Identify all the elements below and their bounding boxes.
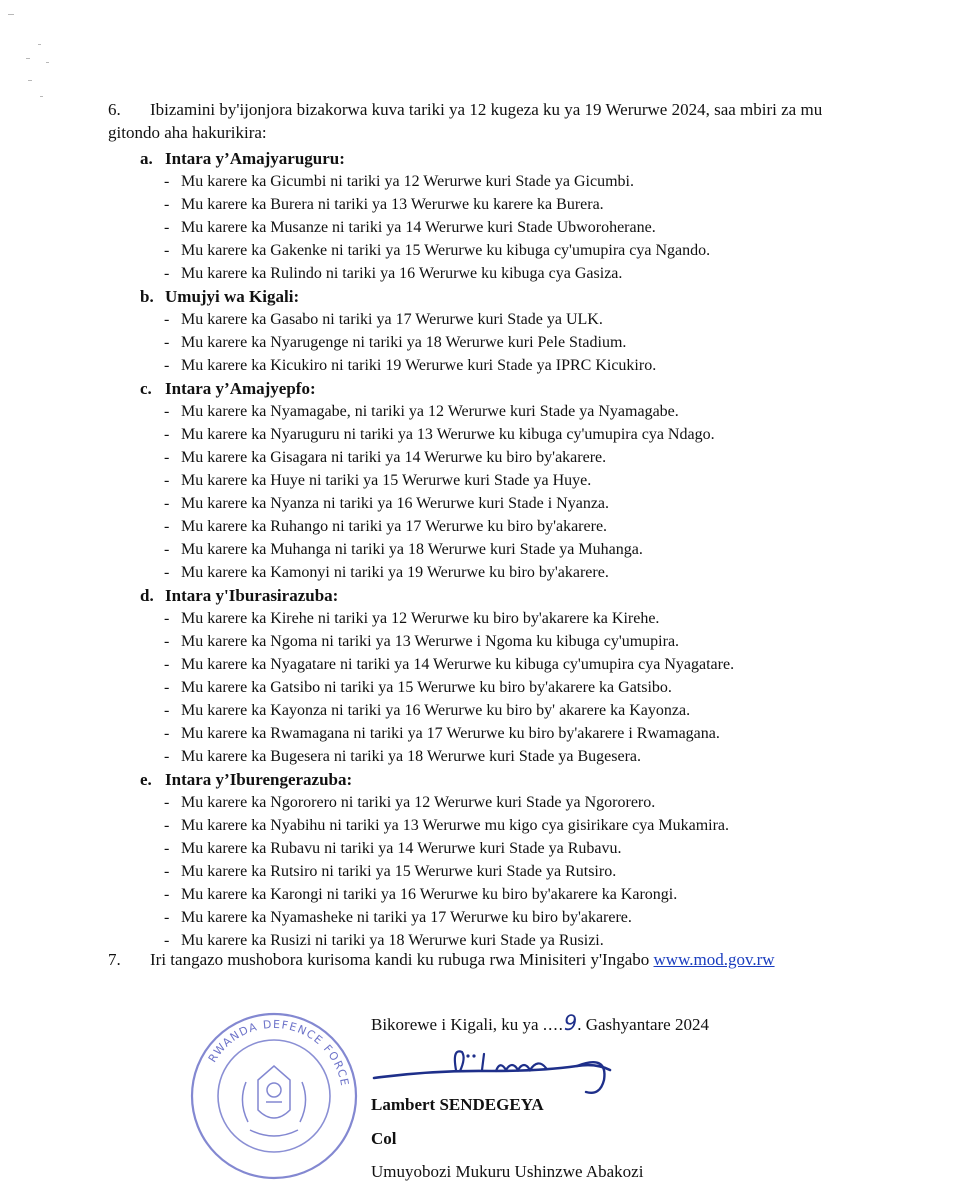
scan-speck [40,96,43,97]
schedule-item [140,515,880,538]
stamp-text: RWANDA DEFENCE FORCE [205,1017,352,1088]
section-letter: d. [140,586,154,605]
scan-speck [26,58,30,59]
schedule-item-text: Mu karere ka Burera ni tariki ya 13 Werurwe ku karere ka Burera. [181,196,604,213]
schedule-item-text: Mu karere ka Gakenke ni tariki ya 15 Werurwe ku kibuga cy'umupira cya Ngando. [181,242,711,259]
section-heading [140,768,880,791]
schedule-item [140,699,880,722]
schedule-item [140,400,880,423]
schedule-item-text: Mu karere ka Nyagatare ni tariki ya 14 Werurwe ku kibuga cy'umupira cya Nyagatare. [181,656,735,673]
section-title: Intara y'Iburasirazuba: [165,586,339,605]
dash-bullet-icon: - [164,817,170,834]
official-stamp [188,1010,360,1182]
signing-place-suffix: . Gashyantare 2024 [577,1015,709,1034]
signatory-title: Umuyobozi Mukuru Ushinzwe Abakozi [371,1162,644,1181]
dash-bullet-icon: - [164,564,170,581]
signing-day-handwritten: 9 [563,1011,578,1035]
schedule-item-text: Mu karere ka Ngororero ni tariki ya 12 Werurwe kuri Stade ya Ngororero. [181,794,656,811]
schedule-item [140,837,880,860]
dash-bullet-icon: - [164,840,170,857]
dash-bullet-icon: - [164,196,170,213]
schedule-item [140,170,880,193]
ministry-website-link[interactable]: www.mod.gov.rw [653,950,775,969]
dash-bullet-icon: - [164,679,170,696]
dash-bullet-icon: - [164,518,170,535]
dash-bullet-icon: - [164,909,170,926]
schedule-item-text: Mu karere ka Nyanza ni tariki ya 16 Werurwe kuri Stade i Nyanza. [181,495,610,512]
dash-bullet-icon: - [164,932,170,949]
dash-bullet-icon: - [164,449,170,466]
handwritten-signature [372,1040,622,1100]
dash-bullet-icon: - [164,725,170,742]
schedule-item-text: Mu karere ka Nyamasheke ni tariki ya 17 Werurwe ku biro by'akarere. [181,909,632,926]
paragraph-text: Iri tangazo mushobora kurisoma kandi ku rubuga rwa Minisiteri y'Ingabo [150,950,650,969]
schedule-item-text: Mu karere ka Gatsibo ni tariki ya 15 Werurwe ku biro by'akarere ka Gatsibo. [181,679,672,696]
scan-speck [8,14,14,15]
scan-speck [28,80,32,81]
section-item-list [140,607,880,768]
dash-bullet-icon: - [164,656,170,673]
dash-bullet-icon: - [164,403,170,420]
schedule-item-text: Mu karere ka Nyarugenge ni tariki ya 18 Werurwe kuri Pele Stadium. [181,334,627,351]
section-heading [140,584,880,607]
schedule-item [140,308,880,331]
schedule-item [140,423,880,446]
schedule-item-text: Mu karere ka Karongi ni tariki ya 16 Werurwe ku biro by'akarere ka Karongi. [181,886,678,903]
signing-place-date [371,1012,871,1036]
schedule-item [140,607,880,630]
schedule-item [140,814,880,837]
schedule-item [140,446,880,469]
dash-bullet-icon: - [164,173,170,190]
schedule-item [140,745,880,768]
dash-bullet-icon: - [164,794,170,811]
paragraph-7 [108,948,868,971]
schedule-item [140,538,880,561]
schedule-item [140,722,880,745]
schedule-item [140,906,880,929]
section-title: Intara y’Iburengerazuba: [165,770,353,789]
schedule-item-text: Mu karere ka Gasabo ni tariki ya 17 Werurwe kuri Stade ya ULK. [181,311,603,328]
schedule-item [140,791,880,814]
dash-bullet-icon: - [164,633,170,650]
dash-bullet-icon: - [164,472,170,489]
schedule-item [140,860,880,883]
schedule-item [140,193,880,216]
scan-speck [46,62,49,63]
section-heading [140,377,880,400]
schedule-item [140,331,880,354]
section-letter: e. [140,770,152,789]
schedule-item-text: Mu karere ka Rulindo ni tariki ya 16 Werurwe ku kibuga cya Gasiza. [181,265,623,282]
schedule-item-text: Mu karere ka Musanze ni tariki ya 14 Werurwe kuri Stade Ubworoherane. [181,219,656,236]
section-item-list [140,791,880,952]
dash-bullet-icon: - [164,242,170,259]
dash-bullet-icon: - [164,541,170,558]
schedule-item [140,492,880,515]
schedule-item-text: Mu karere ka Nyamagabe, ni tariki ya 12 Werurwe kuri Stade ya Nyamagabe. [181,403,679,420]
section-heading [140,285,880,308]
section-heading [140,147,880,170]
schedule-item-text: Mu karere ka Ruhango ni tariki ya 17 Werurwe ku biro by'akarere. [181,518,608,535]
dash-bullet-icon: - [164,610,170,627]
dash-bullet-icon: - [164,495,170,512]
schedule-item-text: Mu karere ka Rwamagana ni tariki ya 17 Werurwe ku biro by'akarere i Rwamagana. [181,725,720,742]
paragraph-number: 7. [108,950,121,969]
schedule-item-text: Mu karere ka Ngoma ni tariki ya 13 Werurwe i Ngoma ku kibuga cy'umupira. [181,633,680,650]
schedule-sections [140,147,880,952]
schedule-item-text: Mu karere ka Nyabihu ni tariki ya 13 Werurwe mu kigo cya gisirikare cya Mukamira. [181,817,730,834]
schedule-item [140,262,880,285]
schedule-item-text: Mu karere ka Bugesera ni tariki ya 18 Werurwe kuri Stade ya Bugesera. [181,748,642,765]
section-title: Intara y’Amajyepfo: [165,379,316,398]
schedule-item-text: Mu karere ka Gisagara ni tariki ya 14 Werurwe ku biro by'akarere. [181,449,607,466]
signatory-name: Lambert SENDEGEYA [371,1095,544,1114]
schedule-item-text: Mu karere ka Muhanga ni tariki ya 18 Werurwe kuri Stade ya Muhanga. [181,541,643,558]
schedule-item-text: Mu karere ka Kirehe ni tariki ya 12 Werurwe ku biro by'akarere ka Kirehe. [181,610,660,627]
schedule-item-text: Mu karere ka Gicumbi ni tariki ya 12 Werurwe kuri Stade ya Gicumbi. [181,173,634,190]
signatory-rank: Col [371,1129,397,1148]
dash-bullet-icon: - [164,334,170,351]
section-title: Umujyi wa Kigali: [165,287,300,306]
section-letter: a. [140,149,153,168]
signing-date-dots: .... [542,1015,564,1034]
dash-bullet-icon: - [164,748,170,765]
schedule-item-text: Mu karere ka Kicukiro ni tariki 19 Werurwe kuri Stade ya IPRC Kicukiro. [181,357,657,374]
coat-of-arms-icon [242,1066,305,1136]
schedule-item-text: Mu karere ka Kamonyi ni tariki ya 19 Werurwe ku biro by'akarere. [181,564,609,581]
paragraph-6 [108,98,868,144]
section-letter: c. [140,379,152,398]
dash-bullet-icon: - [164,886,170,903]
dash-bullet-icon: - [164,426,170,443]
dash-bullet-icon: - [164,219,170,236]
dash-bullet-icon: - [164,357,170,374]
section-title: Intara y’Amajyaruguru: [165,149,345,168]
schedule-item [140,561,880,584]
schedule-item-text: Mu karere ka Rutsiro ni tariki ya 15 Werurwe kuri Stade ya Rutsiro. [181,863,617,880]
dash-bullet-icon: - [164,702,170,719]
dash-bullet-icon: - [164,311,170,328]
dash-bullet-icon: - [164,265,170,282]
schedule-item [140,216,880,239]
section-item-list [140,170,880,285]
schedule-item [140,239,880,262]
schedule-item-text: Mu karere ka Rusizi ni tariki ya 18 Werurwe kuri Stade ya Rusizi. [181,932,604,949]
schedule-item [140,469,880,492]
section-item-list [140,400,880,584]
section-letter: b. [140,287,154,306]
scan-speck [38,44,41,45]
schedule-item [140,354,880,377]
section-item-list [140,308,880,377]
dash-bullet-icon: - [164,863,170,880]
paragraph-text: Ibizamini by'ijonjora bizakorwa kuva tariki ya 12 kugeza ku ya 19 Werurwe 2024, saa mbiri za mu gitondo aha hakurikira: [108,100,823,142]
schedule-item [140,653,880,676]
schedule-item [140,676,880,699]
schedule-item [140,883,880,906]
signing-place-prefix: Bikorewe i Kigali, ku ya [371,1015,543,1034]
schedule-item-text: Mu karere ka Nyaruguru ni tariki ya 13 Werurwe ku kibuga cy'umupira cya Ndago. [181,426,715,443]
schedule-item [140,630,880,653]
paragraph-number: 6. [108,100,121,119]
schedule-item-text: Mu karere ka Kayonza ni tariki ya 16 Werurwe ku biro by' akarere ka Kayonza. [181,702,691,719]
schedule-item-text: Mu karere ka Rubavu ni tariki ya 14 Werurwe kuri Stade ya Rubavu. [181,840,622,857]
schedule-item-text: Mu karere ka Huye ni tariki ya 15 Werurwe kuri Stade ya Huye. [181,472,592,489]
